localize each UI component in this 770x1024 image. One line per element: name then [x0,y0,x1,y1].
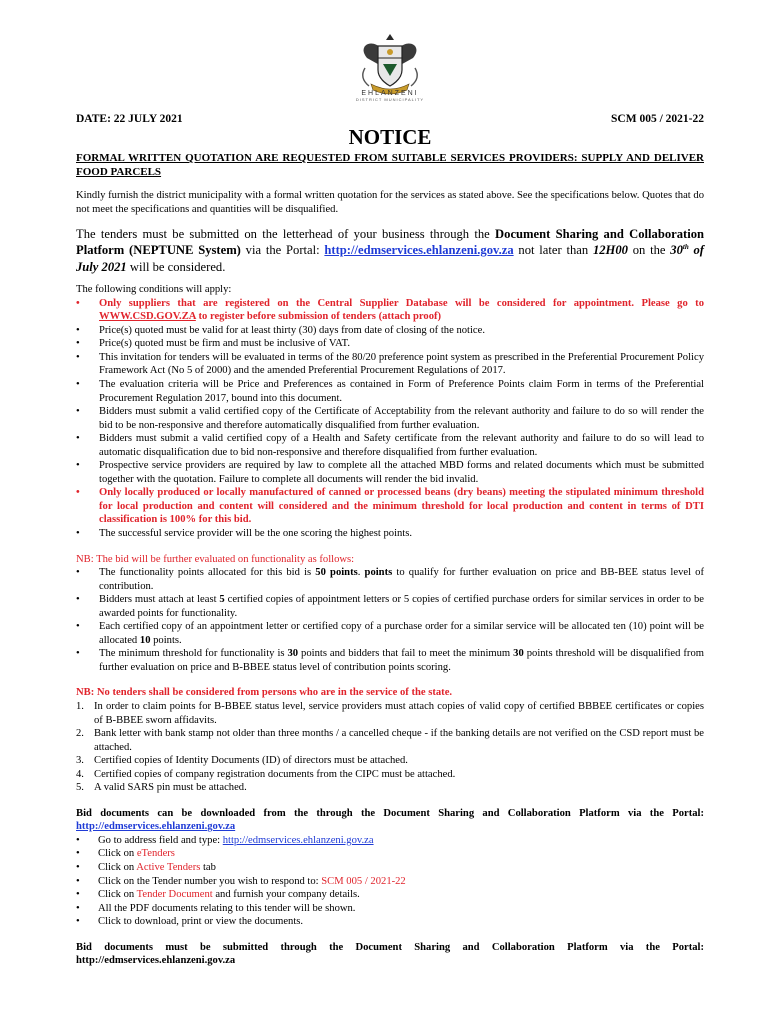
condition-item: • Price(s) quoted must be firm and must be inclusive of VAT. [76,337,704,351]
condition-local-production: • Only locally produced or locally manufactured of canned or processed beans (dry beans) meeting the stipulated minimum threshold for local production and content will considered and the minimum threshold for local production and content in terms of DTI classification is 100% for this bid. [76,486,704,527]
csd-link[interactable]: WWW.CSD.GOV.ZA [99,311,196,323]
functionality-item: • Bidders must attach at least 5 certified copies of appointment letters or 5 copies of certified purchase orders for similar services in order to be awarded points for functionality. [76,593,704,620]
address-link[interactable]: http://edmservices.ehlanzeni.gov.za [222,834,374,846]
requirement-item: 3. Certified copies of Identity Documents (ID) of directors must be attached. [76,755,408,767]
document-body [76,112,704,968]
nb-state-service: NB: No tenders shall be considered from persons who are in the service of the state. [76,687,453,699]
requirement-item: 1. In order to claim points for B-BBEE status level, service providers must attach copies of valid copy of certified BBBEE certificates or copies of B-BBEE sworn affidavits. [76,701,704,726]
notice-title: NOTICE [348,124,432,149]
functionality-item: • The functionality points allocated for this bid is 50 points. points to qualify for further evaluation on price and BB-BEE status level of contribution. [76,566,704,593]
submission-footer: Bid documents must be submitted through the Document Sharing and Collaboration Platform via the Portal: http://edmservices.ehlanzeni.gov.za [76,941,704,967]
submission-paragraph: The tenders must be submitted on the letterhead of your business through the Document Sharing and Collaboration Platform (NEPTUNE System) via the Portal: http://edmservices.ehlanzeni.gov.za not later than 12H00 on the 30th of July 2021 will be considered. [76,227,705,274]
condition-item: • Prospective service providers are required by law to complete all the attached MBD forms and related documents which must be submitted together with the quotation. Failure to complete all documents will render the bid invalid. [76,459,704,486]
date: DATE: 22 JULY 2021 [76,113,183,125]
logo-subtext: DISTRICT MUNICIPALITY [355,97,425,102]
requirements-list [76,700,704,795]
portal-link[interactable]: http://edmservices.ehlanzeni.gov.za [324,243,514,258]
step-item: • Go to address field and type: http://edmservices.ehlanzeni.gov.za [76,834,704,848]
download-steps-list [76,834,704,929]
condition-item: • Bidders must submit a valid certified copy of the Certificate of Acceptability from the relevant authority and failure to do so will render the bid to be non-responsive and therefore automatically disqualified from further evaluation. [76,405,704,432]
reference-number: SCM 005 / 2021-22 [611,113,704,125]
condition-csd: • Only suppliers that are registered on the Central Supplier Database will be considered for appointment. Please go to WWW.CSD.GOV.ZA to register before submission of tenders (attach proof) [76,297,704,324]
condition-item: • This invitation for tenders will be evaluated in terms of the 80/20 preference point system as prescribed in the Preferential Procurement Policy Framework Act (No 5 of 2000) and the amended Preferential Procurement Regulations of 2017. [76,351,704,378]
step-item: • Click to download, print or view the documents. [76,915,704,929]
notice-subject: FORMAL WRITTEN QUOTATION ARE REQUESTED FROM SUITABLE SERVICES PROVIDERS: SUPPLY AND DELIVER FOOD PARCELS [76,151,704,178]
condition-item: • Price(s) quoted must be valid for at least thirty (30) days from date of closing of the notice. [76,324,704,338]
download-paragraph: Bid documents can be downloaded from the through the Document Sharing and Collaboration Platform via the Portal: http://edmservices.ehlanzeni.gov.za [76,807,704,833]
step-item: • Click on Tender Document and furnish your company details. [76,888,704,902]
requirement-item: 2. Bank letter with bank stamp not older than three months / a cancelled cheque - if the banking details are not verified on the CSD report must be attached. [76,728,704,753]
requirement-item: 5. A valid SARS pin must be attached. [76,782,247,794]
condition-item: • Bidders must submit a valid certified copy of a Health and Safety certificate from the relevant authority and failure to do so will lead to automatic disqualification due to bid non-responsive and therefore disqualified from further evaluation. [76,432,704,459]
condition-item: • The successful service provider will be the one scoring the highest points. [76,527,704,541]
conditions-intro: The following conditions will apply: [76,284,232,296]
nb-functionality: NB: The bid will be further evaluated on functionality as follows: [76,553,355,565]
condition-item: • The evaluation criteria will be Price and Preferences as contained in Form of Preference Points claim Form in terms of the Preferential Procurement Regulation 2017, bound into this document. [76,378,704,405]
step-item: • Click on eTenders [76,847,704,861]
functionality-item: • The minimum threshold for functionality is 30 points and bidders that fail to meet the minimum 30 points threshold will be disqualified from further evaluation on price and B-BBEE status level of contribution points scoring. [76,647,704,674]
intro-paragraph: Kindly furnish the district municipality with a formal written quotation for the services as stated above. See the specifications below. Quotes that do not meet the specifications and quantities will be disqualified. [76,189,704,215]
step-item: • Click on Active Tenders tab [76,861,704,875]
conditions-list [76,297,704,541]
functionality-item: • Each certified copy of an appointment letter or certified copy of a purchase order for a similar service will be allocated ten (10) point will be allocated 10 points. [76,620,704,647]
step-item: • All the PDF documents relating to this tender will be shown. [76,902,704,916]
logo-wordmark: EHLANZENI [361,90,419,97]
functionality-list [76,566,704,674]
download-portal-link[interactable]: http://edmservices.ehlanzeni.gov.za [76,821,236,833]
step-item: • Click on the Tender number you wish to respond to: SCM 005 / 2021-22 [76,875,704,889]
requirement-item: 4. Certified copies of company registration documents from the CIPC must be attached. [76,768,456,780]
